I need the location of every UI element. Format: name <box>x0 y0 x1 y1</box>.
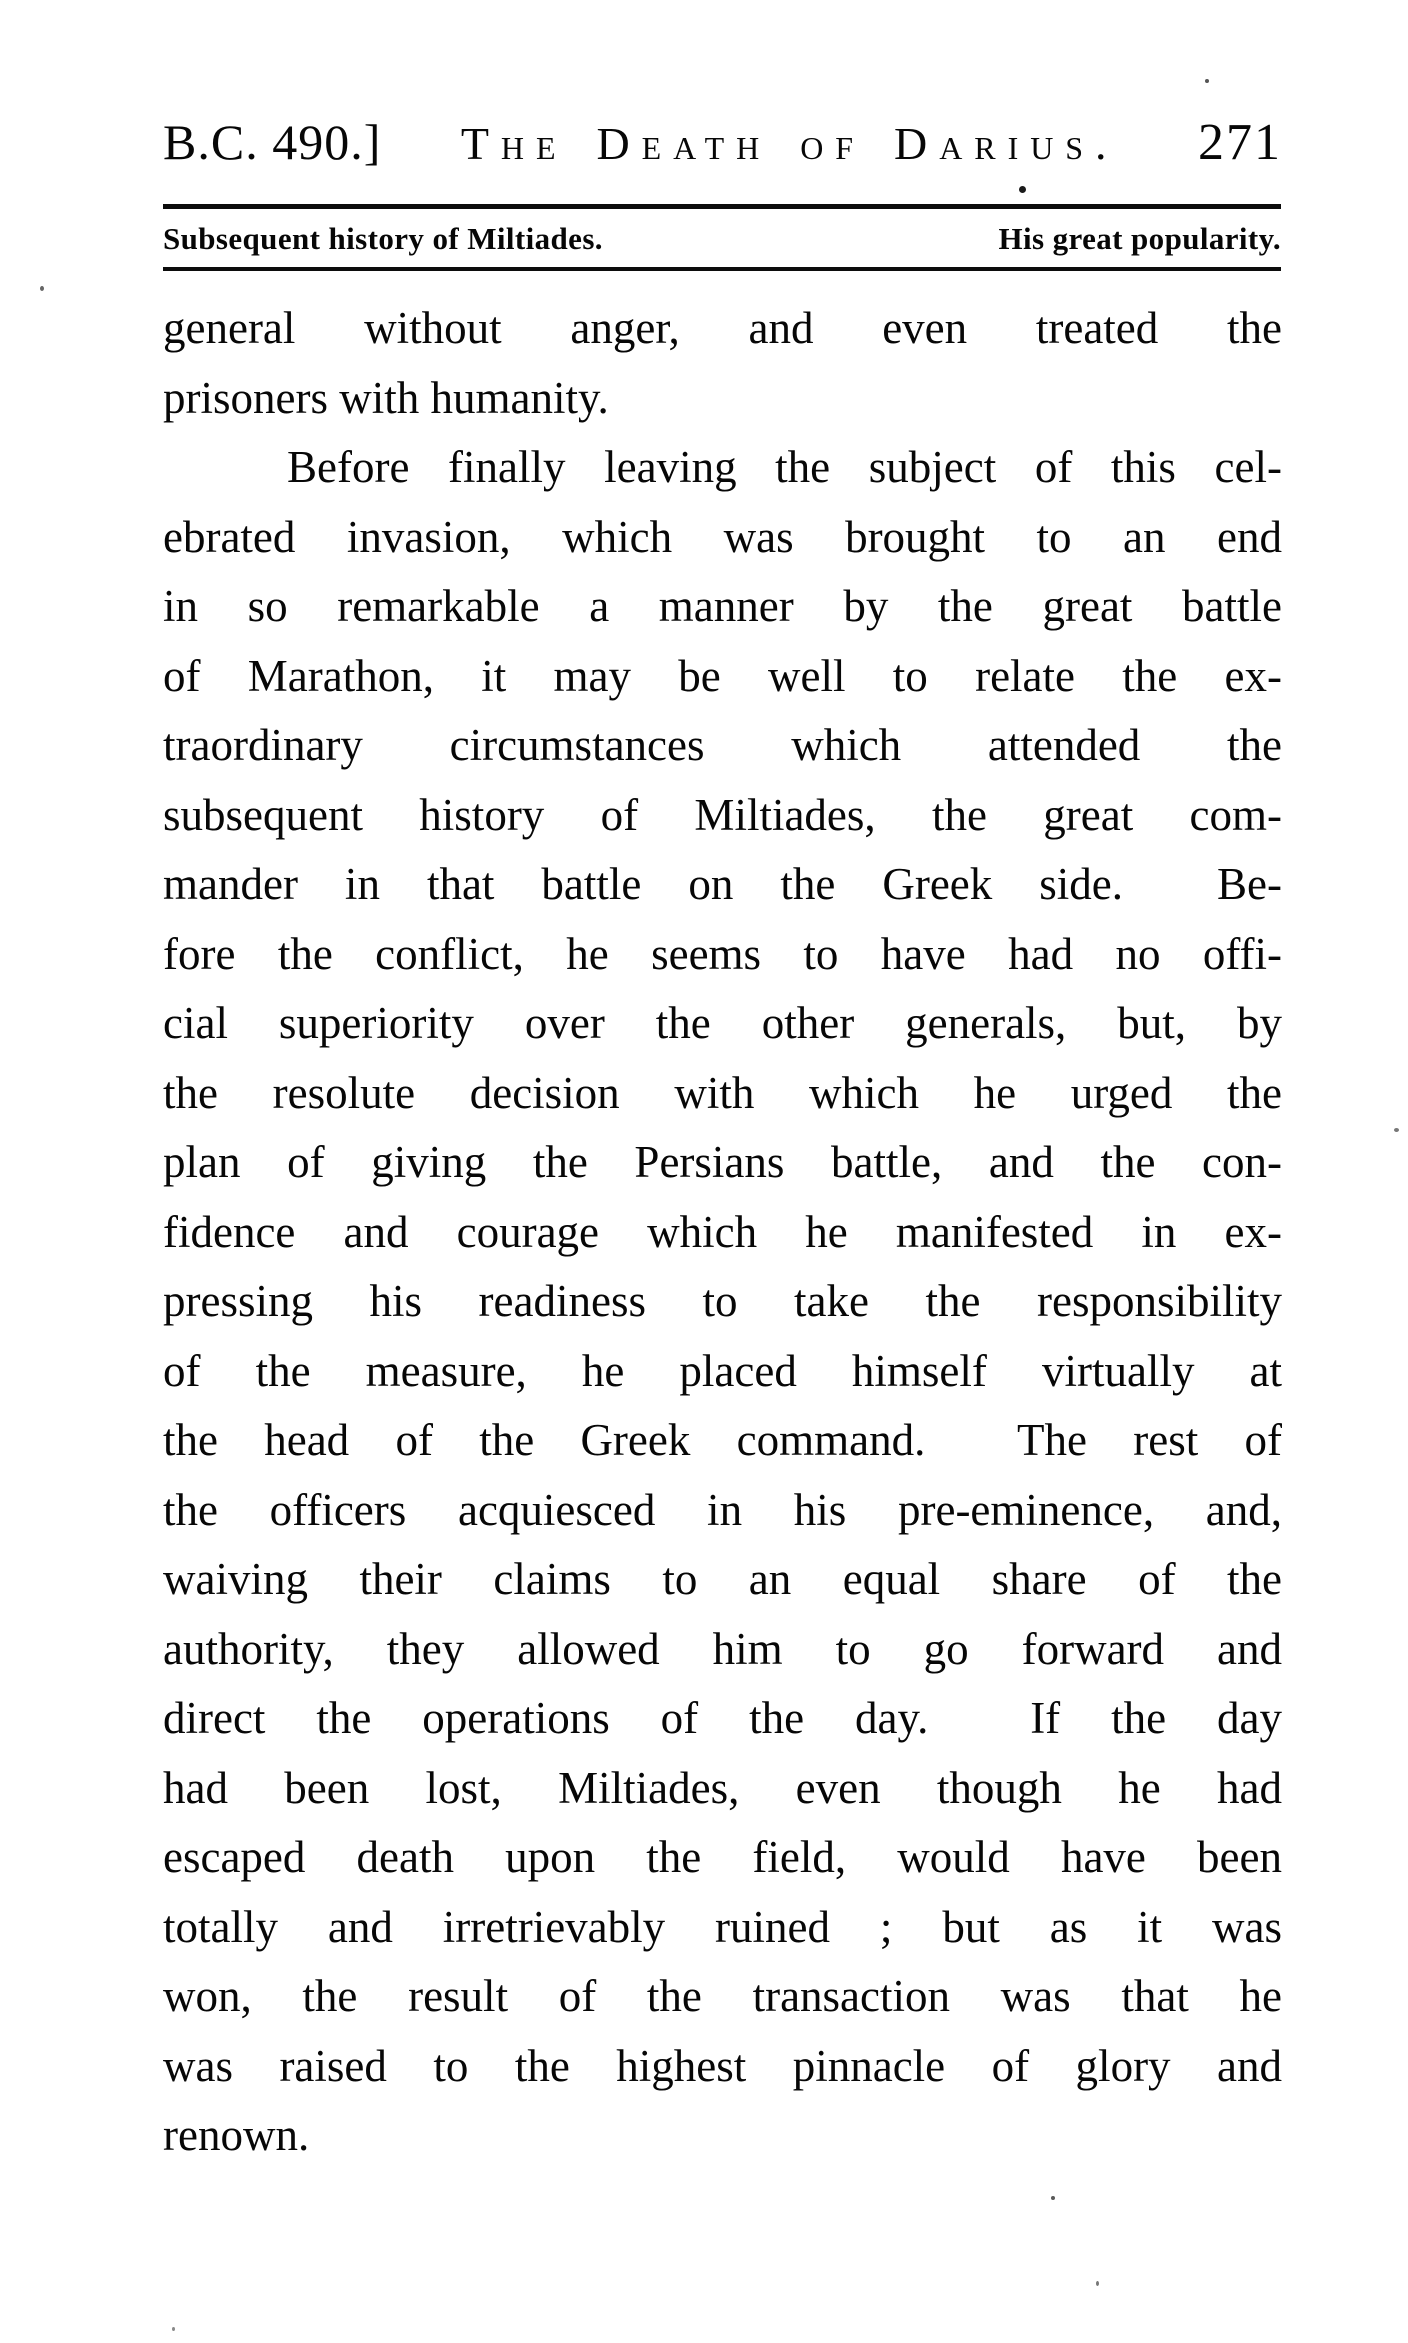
body-line: waiving their claims to an equal share of the <box>163 1554 1282 1604</box>
body-line: general without anger, and even treated the <box>163 303 1282 353</box>
running-head-left: Subsequent history of Miltiades. <box>163 221 603 256</box>
body-line: prisoners with humanity. <box>163 372 609 423</box>
body-line: plan of giving the Persians battle, and the con- <box>163 1137 1282 1187</box>
body-line: had been lost, Miltiades, even though he had <box>163 1762 1282 1813</box>
body-line: the resolute decision with which he urged the <box>163 1067 1282 1118</box>
ink-speck <box>40 286 44 291</box>
body-line: mander in that battle on the Greek side. Be- <box>163 859 1282 909</box>
header-rule-top <box>163 204 1281 209</box>
body-line: of Marathon, it may be well to relate the ex- <box>163 650 1282 701</box>
header-rule-bottom <box>163 267 1281 271</box>
body-line: traordinary circumstances which attended the <box>163 720 1282 770</box>
body-line: of the measure, he placed himself virtually at <box>163 1345 1282 1396</box>
ink-speck <box>1019 186 1026 193</box>
body-line: fidence and courage which he manifested in ex- <box>163 1206 1282 1257</box>
running-head-right: His great popularity. <box>998 221 1281 256</box>
body-line: pressing his readiness to take the responsibility <box>163 1276 1282 1326</box>
page-header <box>163 113 1282 172</box>
body-line: totally and irretrievably ruined ; but as it was <box>163 1901 1282 1952</box>
body-line: Before finally leaving the subject of this cel- <box>287 442 1282 492</box>
body-line: the head of the Greek command. The rest of <box>163 1415 1282 1465</box>
ink-speck <box>1096 2281 1099 2286</box>
body-line: fore the conflict, he seems to have had no offi- <box>163 928 1282 979</box>
body-line: cial superiority over the other generals, but, by <box>163 998 1282 1048</box>
body-text <box>163 294 1282 2171</box>
body-line: subsequent history of Miltiades, the great com- <box>163 789 1282 840</box>
body-line: won, the result of the transaction was that he <box>163 1971 1282 2021</box>
body-line: ebrated invasion, which was brought to an end <box>163 511 1282 562</box>
body-line: renown. <box>163 2110 310 2160</box>
page-title: The Death of Darius. <box>460 118 1119 169</box>
ink-speck <box>1394 1128 1399 1132</box>
header-era-label: B.C. 490.] <box>163 114 382 170</box>
ink-speck <box>1205 79 1209 83</box>
body-line: in so remarkable a manner by the great battle <box>163 581 1282 631</box>
body-line: authority, they allowed him to go forward and <box>163 1623 1282 1674</box>
body-line: escaped death upon the field, would have been <box>163 1832 1282 1882</box>
ink-speck <box>172 2327 175 2331</box>
body-line: was raised to the highest pinnacle of glory and <box>163 2040 1282 2091</box>
body-line: direct the operations of the day. If the day <box>163 1693 1282 1743</box>
page-number: 271 <box>1198 114 1282 171</box>
ink-speck <box>1051 2196 1055 2200</box>
body-line: the officers acquiesced in his pre-eminence, and, <box>163 1484 1282 1535</box>
running-heads <box>163 221 1281 257</box>
